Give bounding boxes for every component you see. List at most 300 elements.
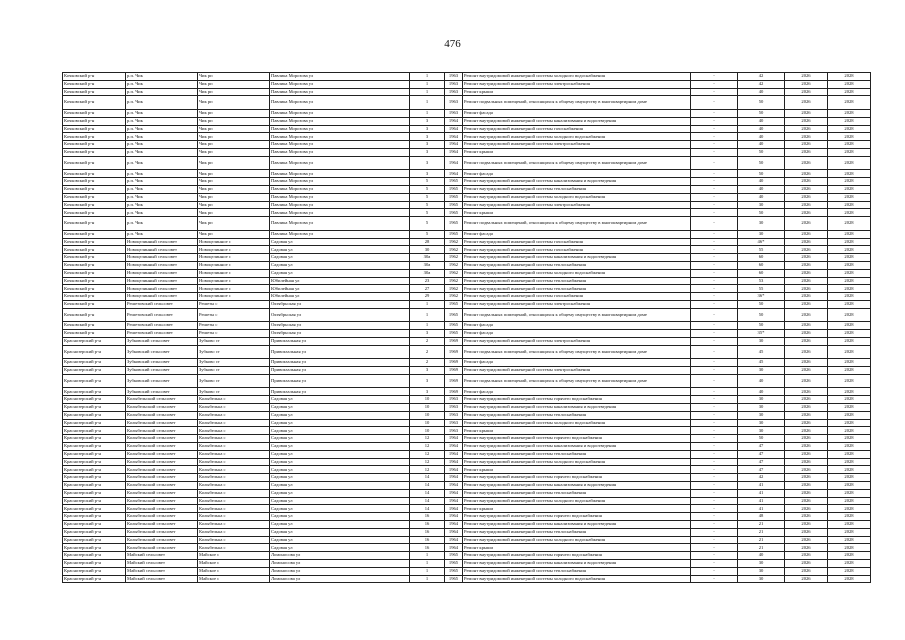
street-cell: Павлика Морозова ул — [270, 209, 410, 217]
cost-cell: 50 — [738, 435, 785, 443]
settlement-type-cell: Майский сельсовет — [126, 552, 198, 560]
district-cell: Кочковский р-н — [63, 185, 126, 193]
year-cell: 1963 — [445, 396, 463, 404]
dash-cell: - — [691, 193, 738, 201]
settlement-cell: Колыбелька с — [198, 404, 270, 412]
house-cell: 16 — [410, 513, 445, 521]
street-cell: Садовая ул — [270, 396, 410, 404]
settlement-cell: Колыбелька с — [198, 411, 270, 419]
street-cell: Павлика Морозова ул — [270, 178, 410, 186]
dash-cell: - — [691, 521, 738, 529]
settlement-type-cell: Колыбельский сельсовет — [126, 458, 198, 466]
settlement-type-cell: р.п. Чик — [126, 170, 198, 178]
cost-cell: 30 — [738, 230, 785, 238]
house-cell: 14 — [410, 505, 445, 513]
work-cell: Ремонт крыши — [463, 544, 691, 552]
house-cell: 10 — [410, 396, 445, 404]
district-cell: Краснозерский р-н — [63, 359, 126, 367]
plan-to-cell: 2028 — [828, 170, 871, 178]
plan-from-cell: 2026 — [785, 88, 828, 96]
plan-to-cell: 2028 — [828, 293, 871, 301]
settlement-type-cell: Колыбельский сельсовет — [126, 411, 198, 419]
work-cell: Ремонт внутридомовой инженерной системы теплоснабжения — [463, 185, 691, 193]
street-cell: Юбилейная ул — [270, 293, 410, 301]
table-row — [63, 359, 871, 367]
cost-cell: 30 — [738, 201, 785, 209]
settlement-cell: Новоцелинное с — [198, 277, 270, 285]
district-cell: Краснозерский р-н — [63, 536, 126, 544]
table-row — [63, 269, 871, 277]
settlement-cell: Чик рп — [198, 125, 270, 133]
table-row — [63, 185, 871, 193]
plan-to-cell: 2028 — [828, 521, 871, 529]
settlement-type-cell: Новоцелинный сельсовет — [126, 285, 198, 293]
street-cell: Садовая ул — [270, 404, 410, 412]
house-cell: 3 — [410, 367, 445, 375]
work-cell: Ремонт внутридомовой инженерной системы электроснабжения — [463, 80, 691, 88]
plan-to-cell: 2028 — [828, 246, 871, 254]
plan-to-cell: 2028 — [828, 427, 871, 435]
settlement-type-cell: Колыбельский сельсовет — [126, 443, 198, 451]
plan-from-cell: 2026 — [785, 337, 828, 345]
settlement-type-cell: Колыбельский сельсовет — [126, 419, 198, 427]
house-cell: 14 — [410, 482, 445, 490]
cost-cell: 30 — [738, 367, 785, 375]
street-cell: Павлика Морозова ул — [270, 109, 410, 117]
settlement-cell: Зубково ст — [198, 337, 270, 345]
plan-from-cell: 2026 — [785, 141, 828, 149]
dash-cell: - — [691, 374, 738, 388]
work-cell: Ремонт внутридомовой инженерной системы холодного водоснабжения — [463, 73, 691, 81]
year-cell: 1962 — [445, 246, 463, 254]
table-row — [63, 482, 871, 490]
year-cell: 1964 — [445, 521, 463, 529]
work-cell: Ремонт крыши — [463, 148, 691, 156]
cost-cell: 60 — [738, 261, 785, 269]
house-cell: 5 — [410, 230, 445, 238]
plan-from-cell: 2026 — [785, 575, 828, 583]
settlement-type-cell: Колыбельский сельсовет — [126, 489, 198, 497]
year-cell: 1964 — [445, 125, 463, 133]
cost-cell: 60 — [738, 254, 785, 262]
cost-cell: 30 — [738, 337, 785, 345]
plan-from-cell: 2026 — [785, 277, 828, 285]
table-row — [63, 80, 871, 88]
work-cell: Ремонт внутридомовой инженерной системы холодного водоснабжения — [463, 269, 691, 277]
district-cell: Краснозерский р-н — [63, 404, 126, 412]
plan-to-cell: 2028 — [828, 269, 871, 277]
district-cell: Кочковский р-н — [63, 148, 126, 156]
plan-from-cell: 2026 — [785, 513, 828, 521]
plan-from-cell: 2026 — [785, 209, 828, 217]
district-cell: Краснозерский р-н — [63, 544, 126, 552]
plan-to-cell: 2028 — [828, 73, 871, 81]
work-cell: Ремонт внутридомовой инженерной системы горячего водоснабжения — [463, 396, 691, 404]
district-cell: Кочковский р-н — [63, 209, 126, 217]
district-cell: Краснозерский р-н — [63, 528, 126, 536]
year-cell: 1964 — [445, 489, 463, 497]
district-cell: Краснозерский р-н — [63, 345, 126, 359]
plan-to-cell: 2028 — [828, 117, 871, 125]
year-cell: 1965 — [445, 178, 463, 186]
settlement-type-cell: Новоцелинный сельсовет — [126, 238, 198, 246]
plan-from-cell: 2026 — [785, 254, 828, 262]
street-cell: Павлика Морозова ул — [270, 230, 410, 238]
plan-from-cell: 2026 — [785, 285, 828, 293]
settlement-type-cell: Колыбельский сельсовет — [126, 427, 198, 435]
settlement-cell: Колыбелька с — [198, 521, 270, 529]
table-body — [63, 73, 871, 583]
year-cell: 1963 — [445, 80, 463, 88]
house-cell: 3 — [410, 170, 445, 178]
dash-cell: - — [691, 322, 738, 330]
dash-cell: - — [691, 443, 738, 451]
table-row — [63, 73, 871, 81]
table-row — [63, 330, 871, 338]
dash-cell: - — [691, 427, 738, 435]
cost-cell: 45 — [738, 345, 785, 359]
cost-cell: 55 — [738, 285, 785, 293]
settlement-cell: Новоцелинное с — [198, 246, 270, 254]
work-cell: Ремонт крыши — [463, 88, 691, 96]
street-cell: Привокзальная ул — [270, 345, 410, 359]
plan-to-cell: 2028 — [828, 513, 871, 521]
plan-to-cell: 2028 — [828, 178, 871, 186]
district-cell: Кочковский р-н — [63, 293, 126, 301]
settlement-type-cell: Зубковский сельсовет — [126, 367, 198, 375]
work-cell: Ремонт внутридомовой инженерной системы канализования и водоотведения — [463, 404, 691, 412]
plan-from-cell: 2026 — [785, 293, 828, 301]
work-cell: Ремонт внутридомовой инженерной системы электроснабжения — [463, 367, 691, 375]
table-row — [63, 337, 871, 345]
house-cell: 1 — [410, 80, 445, 88]
settlement-type-cell: Колыбельский сельсовет — [126, 544, 198, 552]
settlement-cell: Чик рп — [198, 96, 270, 110]
year-cell: 1965 — [445, 185, 463, 193]
district-cell: Кочковский р-н — [63, 170, 126, 178]
plan-from-cell: 2026 — [785, 96, 828, 110]
settlement-cell: Чик рп — [198, 170, 270, 178]
page-number: 476 — [444, 38, 461, 50]
cost-cell: 40 — [738, 141, 785, 149]
settlement-cell: Колыбелька с — [198, 474, 270, 482]
district-cell: Кочковский р-н — [63, 201, 126, 209]
district-cell: Краснозерский р-н — [63, 497, 126, 505]
plan-to-cell: 2028 — [828, 419, 871, 427]
year-cell: 1965 — [445, 201, 463, 209]
plan-from-cell: 2026 — [785, 367, 828, 375]
plan-to-cell: 2028 — [828, 185, 871, 193]
work-cell: Ремонт внутридомовой инженерной системы холодного водоснабжения — [463, 458, 691, 466]
district-cell: Краснозерский р-н — [63, 450, 126, 458]
work-cell: Ремонт внутридомовой инженерной системы горячего водоснабжения — [463, 513, 691, 521]
plan-from-cell: 2026 — [785, 443, 828, 451]
plan-from-cell: 2026 — [785, 261, 828, 269]
district-cell: Краснозерский р-н — [63, 443, 126, 451]
plan-to-cell: 2028 — [828, 497, 871, 505]
cost-cell: 30 — [738, 217, 785, 231]
settlement-type-cell: Новоцелинный сельсовет — [126, 261, 198, 269]
street-cell: Октябрьская ул — [270, 322, 410, 330]
district-cell: Кочковский р-н — [63, 269, 126, 277]
street-cell: Павлика Морозова ул — [270, 201, 410, 209]
work-cell: Ремонт внутридомовой инженерной системы канализования и водоотведения — [463, 443, 691, 451]
dash-cell: - — [691, 261, 738, 269]
settlement-cell: Колыбелька с — [198, 458, 270, 466]
table-row — [63, 246, 871, 254]
dash-cell: - — [691, 359, 738, 367]
cost-cell: 47 — [738, 466, 785, 474]
work-cell: Ремонт фасада — [463, 359, 691, 367]
settlement-type-cell: р.п. Чик — [126, 193, 198, 201]
house-cell: 1 — [410, 88, 445, 96]
plan-from-cell: 2026 — [785, 359, 828, 367]
table-row — [63, 450, 871, 458]
settlement-type-cell: Колыбельский сельсовет — [126, 466, 198, 474]
plan-to-cell: 2028 — [828, 277, 871, 285]
dash-cell: - — [691, 575, 738, 583]
dash-cell: - — [691, 201, 738, 209]
district-cell: Кочковский р-н — [63, 193, 126, 201]
street-cell: Садовая ул — [270, 450, 410, 458]
cost-cell: 41 — [738, 505, 785, 513]
plan-to-cell: 2028 — [828, 230, 871, 238]
house-cell: 16 — [410, 536, 445, 544]
dash-cell: - — [691, 552, 738, 560]
table-row — [63, 96, 871, 110]
street-cell: Павлика Морозова ул — [270, 125, 410, 133]
cost-cell: 40 — [738, 193, 785, 201]
dash-cell: - — [691, 567, 738, 575]
works-table-container — [62, 72, 870, 583]
settlement-type-cell: Новоцелинный сельсовет — [126, 293, 198, 301]
plan-to-cell: 2028 — [828, 201, 871, 209]
work-cell: Ремонт внутридомовой инженерной системы канализования и водоотведения — [463, 254, 691, 262]
settlement-type-cell: Колыбельский сельсовет — [126, 404, 198, 412]
district-cell: Краснозерский р-н — [63, 427, 126, 435]
work-cell: Ремонт фасада — [463, 388, 691, 396]
table-row — [63, 411, 871, 419]
plan-from-cell: 2026 — [785, 193, 828, 201]
plan-to-cell: 2028 — [828, 388, 871, 396]
house-cell: 12 — [410, 458, 445, 466]
district-cell: Краснозерский р-н — [63, 482, 126, 490]
district-cell: Кочковский р-н — [63, 322, 126, 330]
table-row — [63, 427, 871, 435]
plan-from-cell: 2026 — [785, 125, 828, 133]
house-cell: 27 — [410, 285, 445, 293]
house-cell: 1 — [410, 575, 445, 583]
house-cell: 5 — [410, 201, 445, 209]
house-cell: 3 — [410, 117, 445, 125]
plan-to-cell: 2028 — [828, 308, 871, 322]
cost-cell: 50 — [738, 148, 785, 156]
plan-from-cell: 2026 — [785, 201, 828, 209]
district-cell: Краснозерский р-н — [63, 374, 126, 388]
dash-cell: - — [691, 497, 738, 505]
plan-from-cell: 2026 — [785, 308, 828, 322]
street-cell: Павлика Морозова ул — [270, 170, 410, 178]
settlement-type-cell: р.п. Чик — [126, 148, 198, 156]
district-cell: Кочковский р-н — [63, 73, 126, 81]
plan-from-cell: 2026 — [785, 269, 828, 277]
settlement-cell: Зубково ст — [198, 388, 270, 396]
dash-cell: - — [691, 367, 738, 375]
district-cell: Кочковский р-н — [63, 88, 126, 96]
year-cell: 1965 — [445, 575, 463, 583]
plan-to-cell: 2028 — [828, 575, 871, 583]
year-cell: 1965 — [445, 322, 463, 330]
settlement-cell: Чик рп — [198, 88, 270, 96]
table-row — [63, 435, 871, 443]
plan-to-cell: 2028 — [828, 261, 871, 269]
plan-from-cell: 2026 — [785, 185, 828, 193]
table-row — [63, 285, 871, 293]
plan-from-cell: 2026 — [785, 474, 828, 482]
street-cell: Садовая ул — [270, 489, 410, 497]
street-cell: Павлика Морозова ул — [270, 185, 410, 193]
cost-cell: 60 — [738, 269, 785, 277]
house-cell: 23 — [410, 277, 445, 285]
year-cell: 1965 — [445, 552, 463, 560]
settlement-cell: Майское с — [198, 560, 270, 568]
table-row — [63, 141, 871, 149]
dash-cell: - — [691, 88, 738, 96]
year-cell: 1969 — [445, 367, 463, 375]
settlement-cell: Колыбелька с — [198, 466, 270, 474]
plan-from-cell: 2026 — [785, 497, 828, 505]
house-cell: 1 — [410, 322, 445, 330]
year-cell: 1969 — [445, 345, 463, 359]
table-row — [63, 536, 871, 544]
year-cell: 1964 — [445, 466, 463, 474]
plan-from-cell: 2026 — [785, 458, 828, 466]
cost-cell: 30 — [738, 567, 785, 575]
settlement-cell: Чик рп — [198, 201, 270, 209]
district-cell: Краснозерский р-н — [63, 396, 126, 404]
settlement-type-cell: р.п. Чик — [126, 185, 198, 193]
district-cell: Кочковский р-н — [63, 261, 126, 269]
cost-cell: 47 — [738, 443, 785, 451]
table-row — [63, 560, 871, 568]
settlement-type-cell: Колыбельский сельсовет — [126, 505, 198, 513]
settlement-type-cell: Колыбельский сельсовет — [126, 482, 198, 490]
settlement-type-cell: Решетовский сельсовет — [126, 308, 198, 322]
district-cell: Краснозерский р-н — [63, 505, 126, 513]
district-cell: Кочковский р-н — [63, 330, 126, 338]
dash-cell: - — [691, 209, 738, 217]
plan-to-cell: 2028 — [828, 560, 871, 568]
table-row — [63, 443, 871, 451]
work-cell: Ремонт внутридомовой инженерной системы газоснабжения — [463, 125, 691, 133]
work-cell: Ремонт фасада — [463, 322, 691, 330]
table-row — [63, 544, 871, 552]
plan-to-cell: 2028 — [828, 345, 871, 359]
table-row — [63, 474, 871, 482]
district-cell: Краснозерский р-н — [63, 435, 126, 443]
settlement-type-cell: р.п. Чик — [126, 156, 198, 170]
district-cell: Кочковский р-н — [63, 300, 126, 308]
year-cell: 1964 — [445, 497, 463, 505]
street-cell: Садовая ул — [270, 419, 410, 427]
work-cell: Ремонт подвальных помещений, относящихся к общему имуществу в многоквартирном доме — [463, 156, 691, 170]
work-cell: Ремонт подвальных помещений, относящихся к общему имуществу в многоквартирном доме — [463, 308, 691, 322]
cost-cell: 21 — [738, 528, 785, 536]
work-cell: Ремонт внутридомовой инженерной системы теплоснабжения — [463, 411, 691, 419]
year-cell: 1965 — [445, 560, 463, 568]
cost-cell: 40 — [738, 552, 785, 560]
dash-cell: - — [691, 458, 738, 466]
district-cell: Кочковский р-н — [63, 80, 126, 88]
house-cell: 12 — [410, 443, 445, 451]
settlement-type-cell: Новоцелинный сельсовет — [126, 254, 198, 262]
work-cell: Ремонт внутридомовой инженерной системы холодного водоснабжения — [463, 419, 691, 427]
district-cell: Краснозерский р-н — [63, 521, 126, 529]
district-cell: Кочковский р-н — [63, 254, 126, 262]
work-cell: Ремонт фасада — [463, 230, 691, 238]
works-table — [62, 72, 871, 583]
district-cell: Краснозерский р-н — [63, 388, 126, 396]
year-cell: 1964 — [445, 156, 463, 170]
district-cell: Краснозерский р-н — [63, 419, 126, 427]
work-cell: Ремонт внутридомовой инженерной системы газоснабжения — [463, 246, 691, 254]
settlement-type-cell: Колыбельский сельсовет — [126, 450, 198, 458]
cost-cell: 41 — [738, 497, 785, 505]
house-cell: 10 — [410, 419, 445, 427]
settlement-cell: Чик рп — [198, 185, 270, 193]
settlement-type-cell: Майский сельсовет — [126, 560, 198, 568]
year-cell: 1964 — [445, 513, 463, 521]
year-cell: 1964 — [445, 458, 463, 466]
settlement-type-cell: р.п. Чик — [126, 230, 198, 238]
work-cell: Ремонт фасада — [463, 330, 691, 338]
street-cell: Садовая ул — [270, 246, 410, 254]
street-cell: Садовая ул — [270, 513, 410, 521]
settlement-type-cell: Майский сельсовет — [126, 575, 198, 583]
plan-from-cell: 2026 — [785, 170, 828, 178]
cost-cell: 40 — [738, 125, 785, 133]
cost-cell: 35* — [738, 330, 785, 338]
settlement-cell: Колыбелька с — [198, 489, 270, 497]
cost-cell: 36* — [738, 293, 785, 301]
work-cell: Ремонт крыши — [463, 505, 691, 513]
cost-cell: 50 — [738, 156, 785, 170]
settlement-cell: Колыбелька с — [198, 435, 270, 443]
settlement-type-cell: Решетовский сельсовет — [126, 300, 198, 308]
settlement-cell: Зубково ст — [198, 374, 270, 388]
settlement-cell: Чик рп — [198, 193, 270, 201]
plan-to-cell: 2028 — [828, 505, 871, 513]
work-cell: Ремонт внутридомовой инженерной системы холодного водоснабжения — [463, 133, 691, 141]
street-cell: Павлика Морозова ул — [270, 217, 410, 231]
table-row — [63, 404, 871, 412]
settlement-cell: Новоцелинное с — [198, 293, 270, 301]
house-cell: 3 — [410, 156, 445, 170]
cost-cell: 30 — [738, 411, 785, 419]
street-cell: Садовая ул — [270, 536, 410, 544]
settlement-type-cell: р.п. Чик — [126, 178, 198, 186]
work-cell: Ремонт внутридомовой инженерной системы электроснабжения — [463, 201, 691, 209]
work-cell: Ремонт внутридомовой инженерной системы горячего водоснабжения — [463, 552, 691, 560]
settlement-cell: Чик рп — [198, 133, 270, 141]
district-cell: Кочковский р-н — [63, 109, 126, 117]
house-cell: 5 — [410, 185, 445, 193]
table-row — [63, 505, 871, 513]
table-row — [63, 528, 871, 536]
settlement-type-cell: р.п. Чик — [126, 141, 198, 149]
year-cell: 1965 — [445, 567, 463, 575]
district-cell: Кочковский р-н — [63, 308, 126, 322]
